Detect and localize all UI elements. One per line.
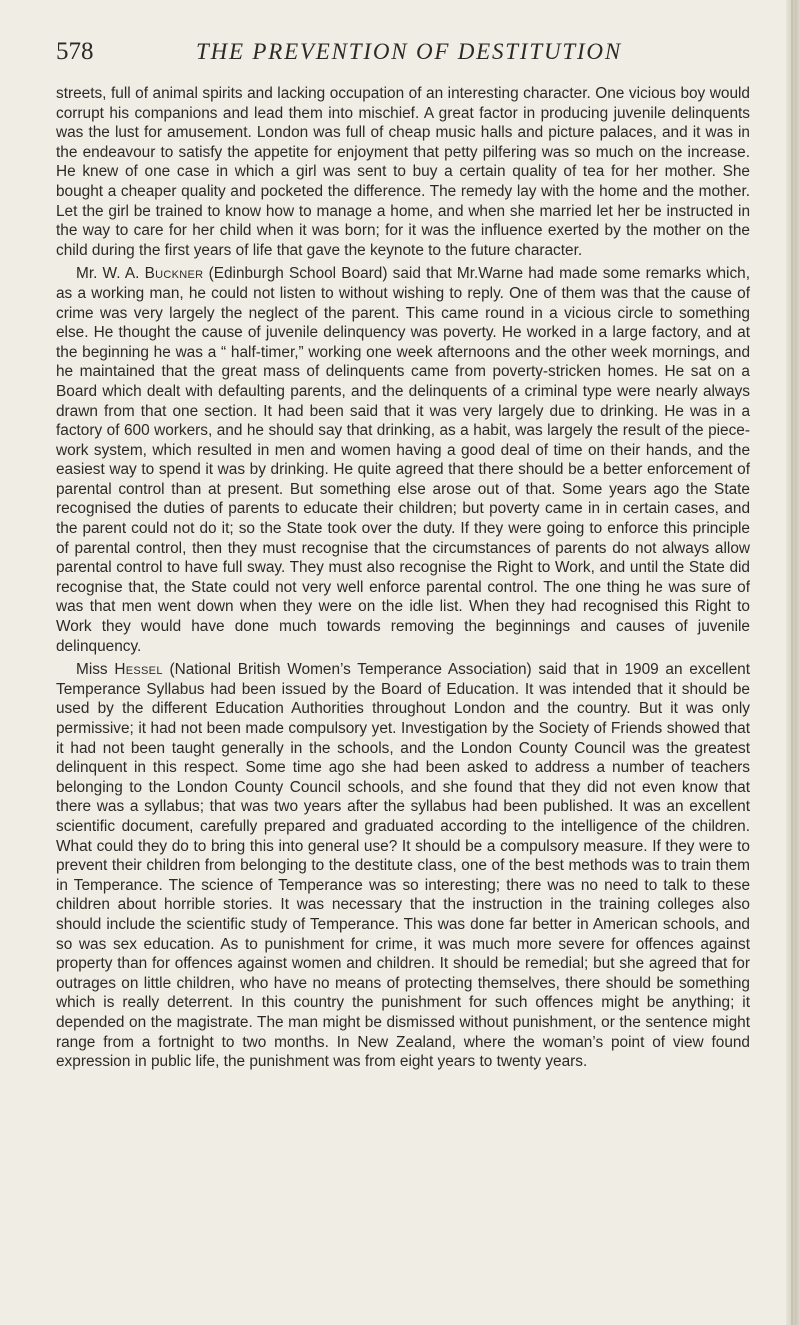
paragraph-text: (Edinburgh School Board) said that Mr.Warne had made some remarks which, as a working man, he could not listen to without wishing to reply. One of them was that the cause of crime was very largely the neglect of the parent. This came round in a vicious circle to something else. He thought the cause of juvenile delinquency was poverty. He worked in a large factory, and at the beginning he was a “ half-timer,” working one week afternoons and the other week mornings, and he maintained that the great mass of delinquents came from poverty-stricken homes. He sat on a Board which dealt with defaulting parents, and the delinquents of a criminal type were nearly always drawn from that one section. It had been said that it was very largely due to drinking. He was in a factory of 600 workers, and he should say that drinking, as a habit, was largely the result of the piece-work system, which resulted in men and women having a good deal of time on their hands, and the easiest way to spend it was by drinking. He quite agreed that there should be a better enforcement of parental control than at present. But something else arose out of that. Some years ago the State recognised the duties of parents to educate their children; but poverty came in in certain cases, and the parent could not do it; so the State took over the duty. If they were going to enforce this principle of parental control, then they must recognise that the circumstances of parents do not always allow parental control to have full sway. They must also recognise the Right to Work, and until the State did recognise that, the State could not very well enforce parental control. The one thing he was sure of was that men went down when they were on the idle list. When they had recognised this Right to Work they would have done much towards removing the beginnings and causes of juvenile delinquency. <box>56 265 750 655</box>
speaker-title: Mr. W. A. <box>76 265 145 283</box>
paragraph-1 <box>56 84 750 260</box>
speaker-name: Buckner <box>144 265 204 283</box>
speaker-name: Hessel <box>114 661 163 679</box>
body-text <box>56 84 750 1076</box>
paragraph-text: streets, full of animal spirits and lacking occupation of an interesting character. One vicious boy would corrupt his companions and lead them into mischief. A great factor in producing juvenile delinquents was the lust for amusement. London was full of cheap music halls and picture palaces, and it was in the endeavour to satisfy the appetite for enjoyment that petty pilfering was so much on the increase. He knew of one case in which a girl was sent to buy a certain quality of tea for her mother. She bought a cheaper quality and pocketed the difference. The remedy lay with the home and the mother. Let the girl be trained to know how to manage a home, and when she married let her be instructed in the way to care for her child when it was born; for it was the influence exerted by the mother on the child during the first years of life that gave the keynote to the future character. <box>56 85 750 259</box>
speaker-title: Miss <box>76 661 115 679</box>
page-header <box>56 35 746 69</box>
page-number: 578 <box>56 38 94 65</box>
paragraph-3 <box>56 660 750 1071</box>
running-title: THE PREVENTION OF DESTITUTION <box>196 39 622 64</box>
paragraph-text: (National British Women’s Temperance Association) said that in 1909 an excellent Temperance Syllabus had been issued by the Board of Education. It was intended that it should be used by the different Education Authorities throughout London and the country. But it was only permissive; it had not been made compulsory yet. Investigation by the Society of Friends showed that it had not been taught generally in the schools, and the London County Council was the greatest delinquent in this respect. Some time ago she had been asked to address a number of teachers belonging to the London County Council schools, and she found that they did not even know that there was a syllabus; that was two years after the syllabus had been published. It was an excellent scientific document, carefully prepared and graduated according to the intelligence of the children. What could they do to bring this into general use? It should be a compulsory measure. If they were to prevent their children from belonging to the destitute class, one of the best methods was to train them in Temperance. The science of Temperance was so interesting; there was no need to talk to these children about horrible stories. It was necessary that the instruction in the training colleges also should include the scientific study of Temperance. This was done far better in American schools, and so was sex education. As to punishment for crime, it was much more severe for offences against property than for offences against women and children. It should be remedial; but she agreed that for outrages on little children, who have no means of protecting themselves, there should be something which is really deterrent. In this country the punishment for such offences might be anything; it depended on the magistrate. The man might be dismissed without punishment, or the sentence might range from a fortnight to two months. In New Zealand, where the woman’s point of view found expression in public life, the punishment was from eight years to twenty years. <box>56 661 750 1071</box>
paragraph-2 <box>56 264 750 656</box>
page-edge-shadow <box>786 0 800 1325</box>
